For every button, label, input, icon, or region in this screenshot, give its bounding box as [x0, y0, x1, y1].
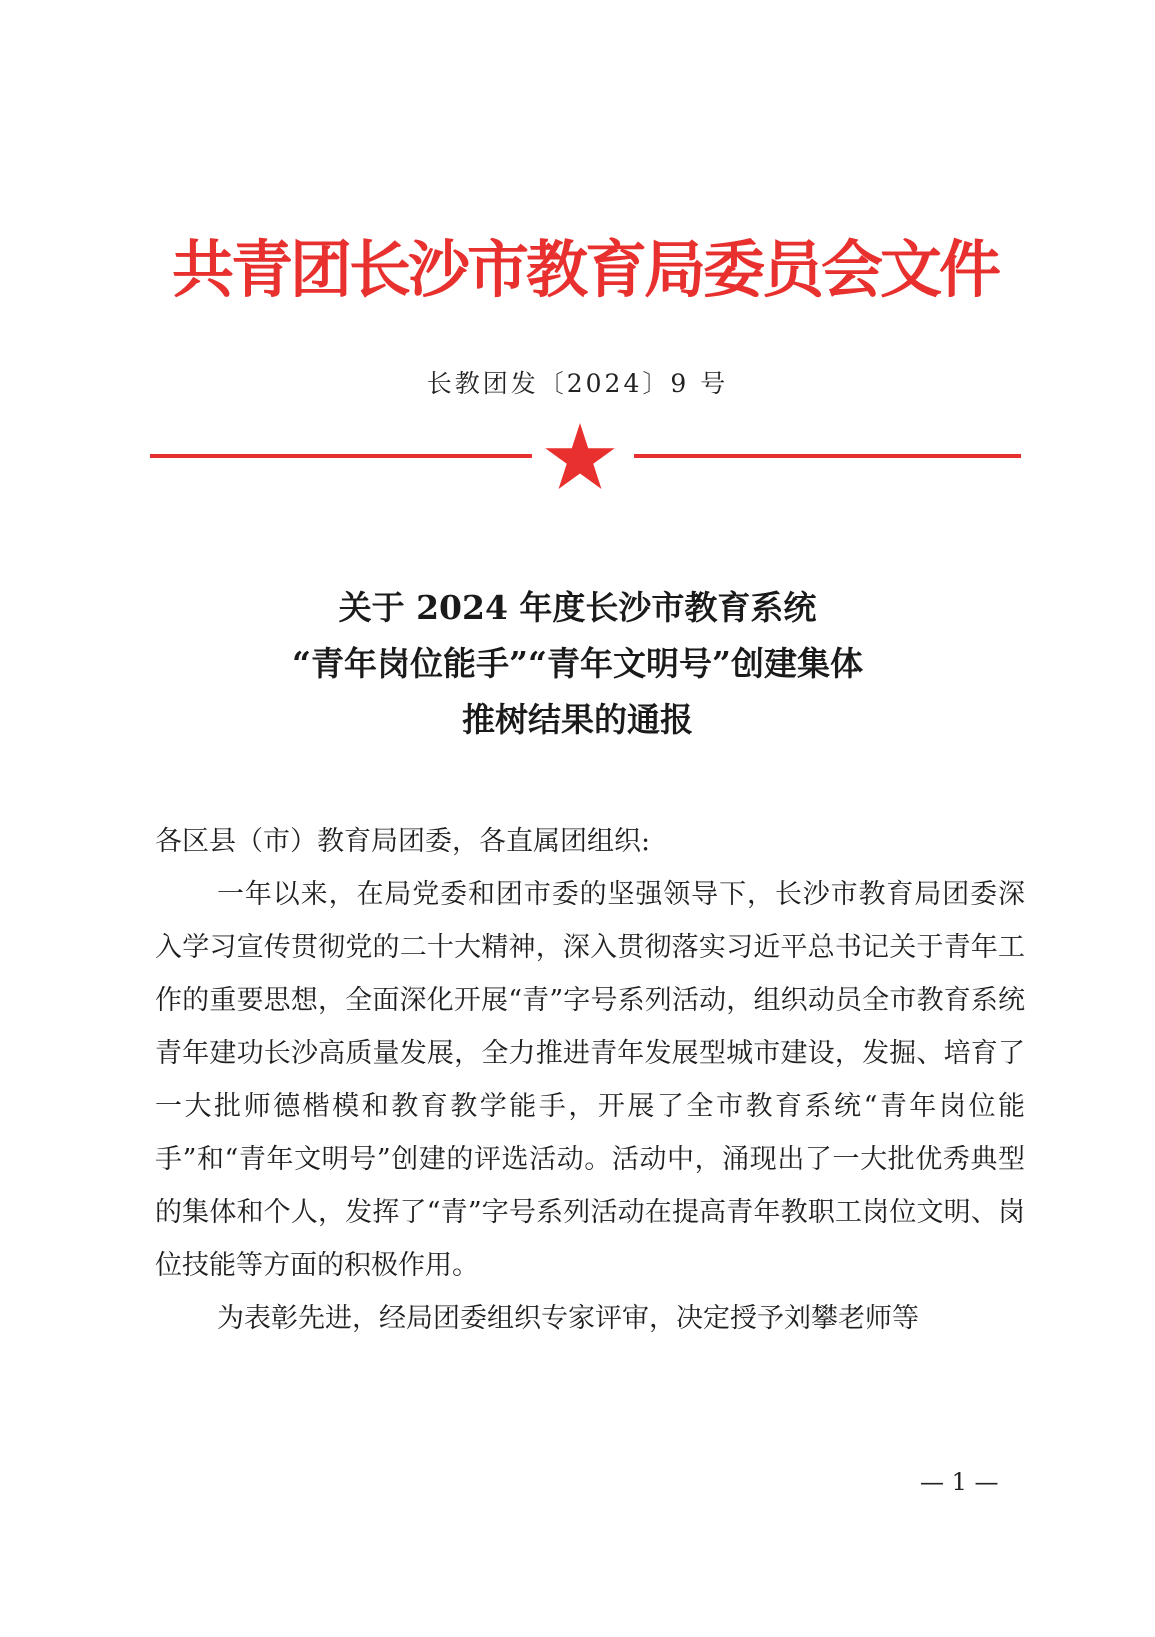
document-title: [100, 580, 1055, 748]
document-body: [155, 815, 1025, 1345]
salutation: 各区县（市）教育局团委，各直属团组织:: [155, 826, 651, 857]
title-line-3: 推树结果的通报: [462, 700, 693, 739]
red-divider-left: [150, 454, 532, 458]
body-paragraph-1: 一年以来，在局党委和团市委的坚强领导下，长沙市教育局团委深入学习宣传贯彻党的二十大精神，深入贯彻落实习近平总书记关于青年工作的重要思想，全面深化开展“青”字号系列活动，组织动员全市教育系统青年建功长沙高质量发展，全力推进青年发展型城市建设，发掘、培育了一大批师德楷模和教育教学能手，开展了全市教育系统“青年岗位能手”和“青年文明号”创建的评选活动。活动中，涌现出了一大批优秀典型的集体和个人，发挥了“青”字号系列活动在提高青年教职工岗位文明、岗位技能等方面的积极作用。: [155, 879, 1025, 1281]
red-divider-right: [634, 454, 1021, 458]
page-number: — 1 —: [920, 1468, 999, 1496]
document-number: 长教团发〔2024〕9 号: [426, 369, 729, 398]
title-line-1: 关于 2024 年度长沙市教育系统: [338, 588, 817, 627]
star-icon: [545, 423, 615, 489]
org-title: 共青团长沙市教育局委员会文件: [171, 233, 998, 306]
body-paragraph-2: 为表彰先进，经局团委组织专家评审，决定授予刘攀老师等: [217, 1303, 919, 1334]
title-line-2: “青年岗位能手”“青年文明号”创建集体: [292, 644, 863, 683]
